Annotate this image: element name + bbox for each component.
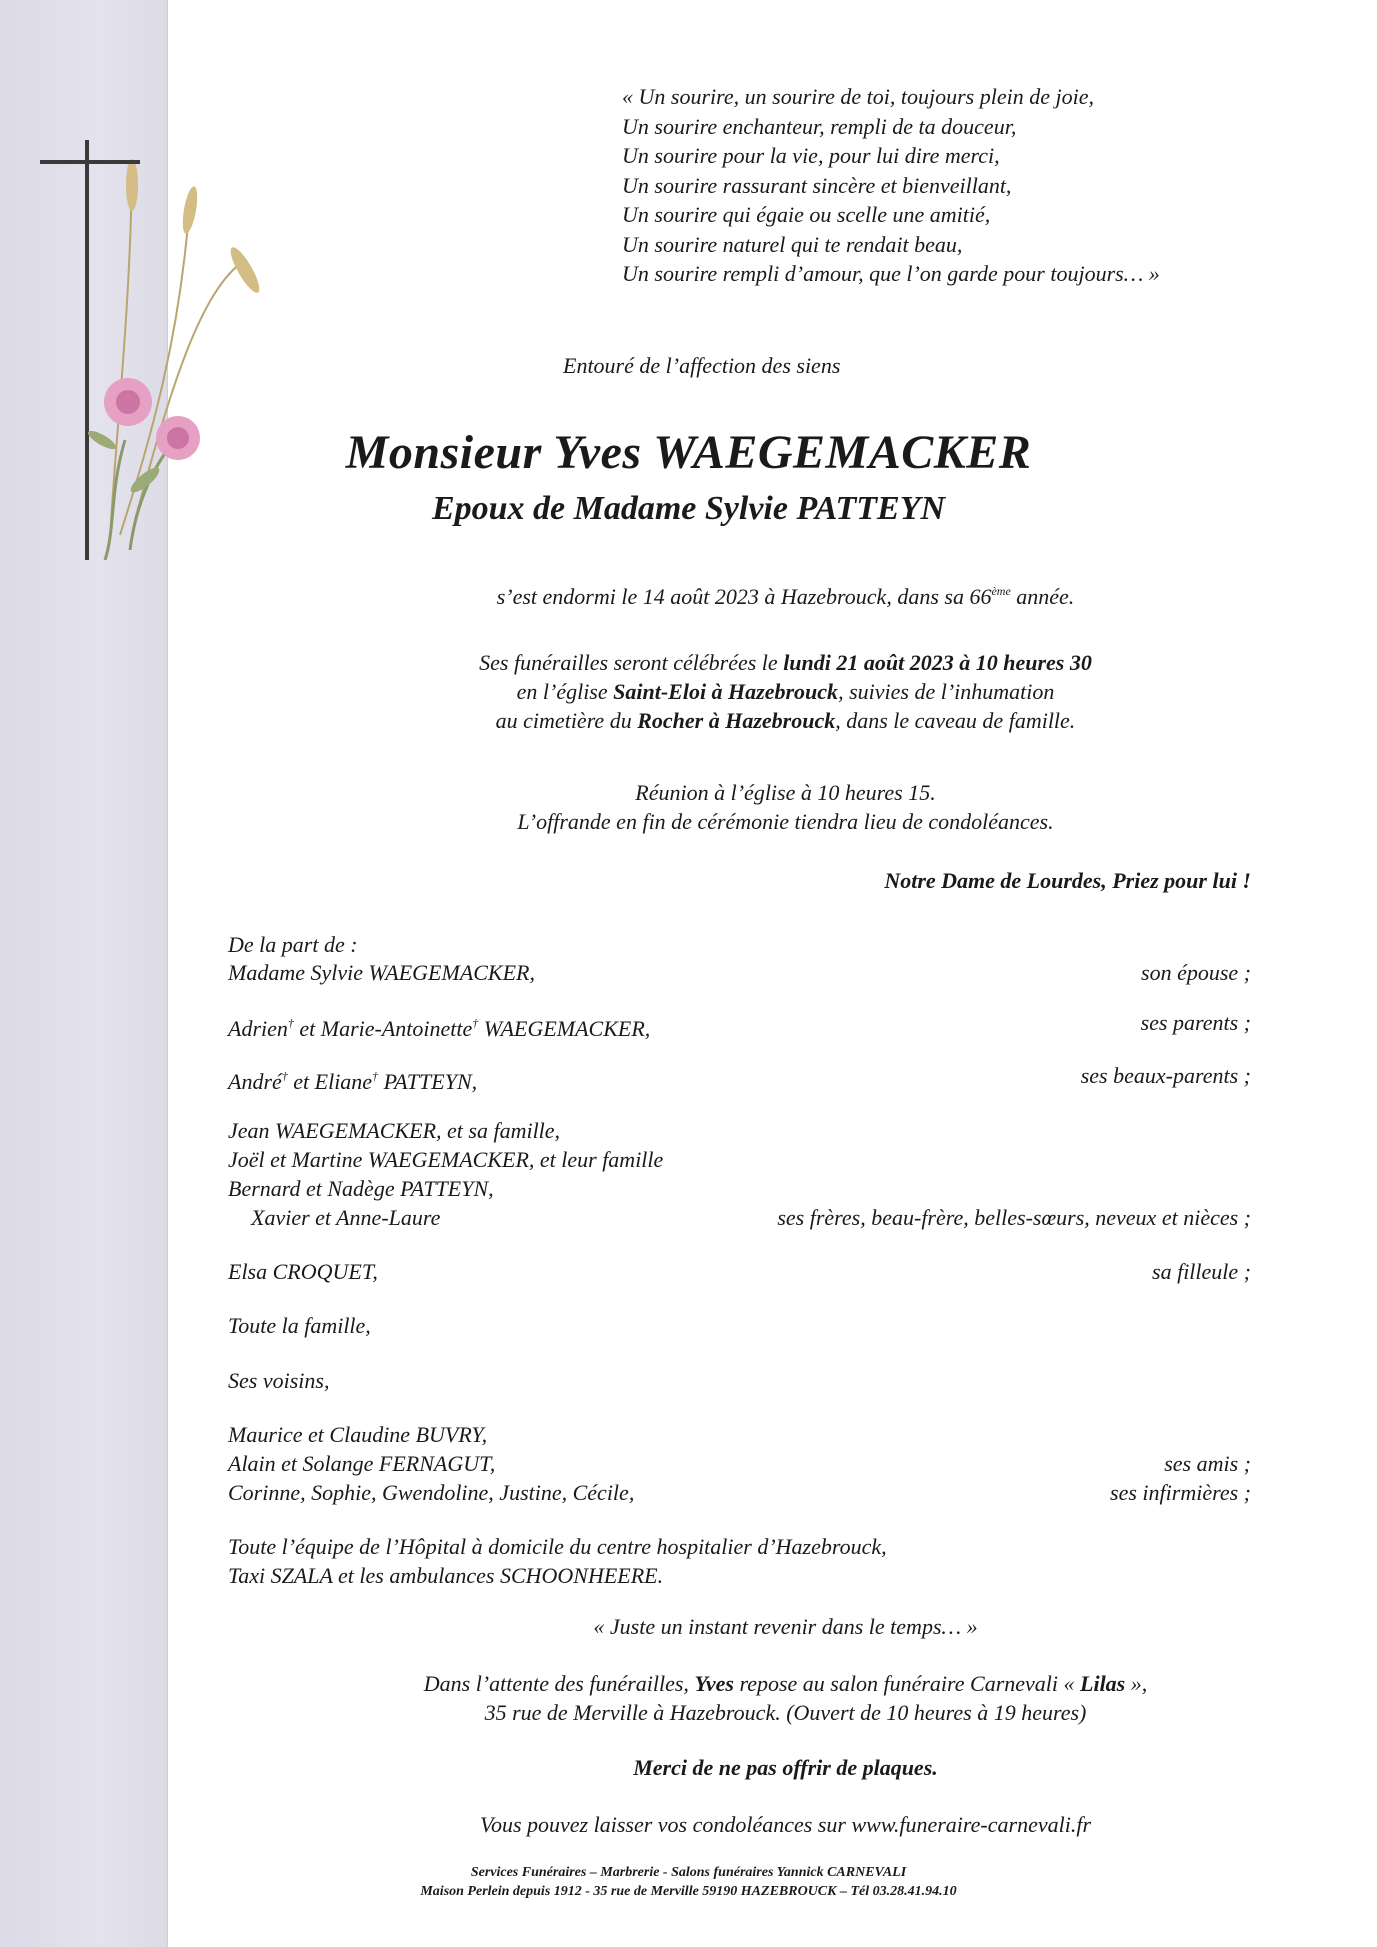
deceased-mark: † <box>472 1016 479 1030</box>
spouse-name: Madame Sylvie WAEGEMACKER, <box>228 960 535 985</box>
rest-address: 35 rue de Merville à Hazebrouck. (Ouvert de 10 heures à 19 heures) <box>484 1700 1087 1725</box>
nurses-names: Corinne, Sophie, Gwendoline, Justine, Cécile, <box>228 1480 635 1505</box>
inlaw-name: et Eliane <box>287 1069 373 1094</box>
rest-text: Dans l’attente des funérailles, <box>423 1671 695 1696</box>
wheat-ear <box>126 159 138 211</box>
deceased-name: Monsieur Yves WAEGEMACKER <box>345 426 1032 479</box>
funeral-details <box>280 648 1291 735</box>
friend-line: Alain et Solange FERNAGUT, <box>228 1451 496 1476</box>
family-header: De la part de : <box>228 932 358 957</box>
sibling-line: Joël et Martine WAEGEMACKER, et leur famille <box>228 1147 664 1172</box>
funeral-date: lundi 21 août 2023 à 10 heures 30 <box>783 650 1092 675</box>
rest-text: repose au salon funéraire Carnevali « <box>733 1671 1081 1696</box>
cross-horizontal <box>40 160 140 164</box>
deceased-mark: † <box>372 1069 379 1083</box>
poem-line: Un sourire qui égaie ou scelle une amitié, <box>622 202 991 227</box>
inlaw-surname: PATTEYN, <box>378 1069 478 1094</box>
footer-line: Services Funéraires – Marbrerie - Salons funéraires Yannick CARNEVALI <box>470 1865 907 1880</box>
sibling-line: Jean WAEGEMACKER, et sa famille, <box>228 1118 561 1143</box>
inlaws-names <box>228 1061 477 1097</box>
death-text: s’est endormi le 14 août 2023 à Hazebrouck, dans sa 66 <box>496 584 992 609</box>
meeting-info <box>280 778 1291 836</box>
funeral-church: Saint-Eloi à Hazebrouck <box>613 679 839 704</box>
goddaughter-name: Elsa CROQUET, <box>228 1259 378 1284</box>
parents-relation: ses parents ; <box>1140 1010 1251 1035</box>
poem-line: Un sourire enchanteur, rempli de ta douceur, <box>622 113 1017 139</box>
poem-line: Un sourire naturel qui te rendait beau, <box>622 231 963 257</box>
sibling-children: Xavier et Anne-Laure <box>251 1205 441 1230</box>
condolences-text: Vous pouvez laisser vos condoléances sur www.funeraire-carnevali.fr <box>479 1812 1092 1837</box>
funeral-text: , dans le caveau de famille. <box>835 708 1076 733</box>
wheat-ear <box>180 185 200 234</box>
funeral-text: en l’église <box>516 679 614 704</box>
parent-surname: WAEGEMACKER, <box>478 1016 651 1041</box>
no-plaques-text: Merci de ne pas offrir de plaques. <box>633 1755 938 1780</box>
rest-salon: Lilas <box>1080 1671 1126 1696</box>
rest-info <box>280 1669 1291 1727</box>
funeral-cemetery: Rocher à Hazebrouck <box>637 708 836 733</box>
death-text-end: année. <box>1010 584 1075 609</box>
parent-name: Adrien <box>228 1016 288 1041</box>
poem-line: Un sourire pour la vie, pour lui dire merci, <box>622 143 1000 168</box>
meeting-line: Réunion à l’église à 10 heures 15. <box>635 780 936 805</box>
funeral-text: au cimetière du <box>495 708 638 733</box>
funeral-text: , suivies de l’inhumation <box>838 679 1055 704</box>
whole-family: Toute la famille, <box>228 1313 371 1338</box>
rest-name: Yves <box>694 1671 734 1696</box>
deceased-mark: † <box>281 1069 288 1083</box>
hospital-line: Taxi SZALA et les ambulances SCHOONHEERE. <box>228 1563 664 1588</box>
rose-flower-center <box>116 390 140 414</box>
sibling-line: Bernard et Nadège PATTEYN, <box>228 1176 494 1201</box>
rest-text: », <box>1125 1671 1148 1696</box>
neighbours: Ses voisins, <box>228 1368 330 1393</box>
poem-line: Un sourire rassurant sincère et bienveillant, <box>622 172 1012 198</box>
quote-2 <box>280 1612 1291 1641</box>
siblings-relation: ses frères, beau-frère, belles-sœurs, neveux et nièces ; <box>777 1205 1251 1230</box>
prayer: Notre Dame de Lourdes, Priez pour lui ! <box>884 868 1251 893</box>
poem-line: Un sourire rempli d’amour, que l’on garde pour toujours… » <box>622 261 1160 286</box>
inlaws-relation: ses beaux-parents ; <box>1080 1063 1251 1088</box>
parents-names <box>228 1008 650 1044</box>
wheat-stalk <box>110 170 132 540</box>
condolences <box>280 1810 1291 1839</box>
death-sup: ème <box>991 584 1011 598</box>
spouse-relation: son épouse ; <box>1141 960 1251 985</box>
meeting-line: L’offrande en fin de cérémonie tiendra lieu de condoléances. <box>517 809 1054 834</box>
friends-relation: ses amis ; <box>1164 1451 1251 1476</box>
parent-name: et Marie-Antoinette <box>293 1016 473 1041</box>
inlaw-name: André <box>228 1069 282 1094</box>
poem-line: « Un sourire, un sourire de toi, toujours plein de joie, <box>622 84 1094 109</box>
footer-line: Maison Perlein depuis 1912 - 35 rue de Merville 59190 HAZEBROUCK – Tél 03.28.41.94.10 <box>420 1884 957 1899</box>
deceased-spouse: Epoux de Madame Sylvie PATTEYN <box>431 490 946 527</box>
deceased-mark: † <box>287 1016 294 1030</box>
hospital-line: Toute l’équipe de l’Hôpital à domicile du centre hospitalier d’Hazebrouck, <box>228 1534 887 1559</box>
poem <box>622 82 1160 289</box>
friend-line: Maurice et Claudine BUVRY, <box>228 1422 488 1447</box>
quote-2-text: « Juste un instant revenir dans le temps… » <box>593 1614 978 1639</box>
funeral-text: Ses funérailles seront célébrées le <box>479 650 784 675</box>
footer <box>0 1863 1377 1901</box>
death-notice <box>280 577 1291 611</box>
no-plaques <box>280 1753 1291 1782</box>
goddaughter-relation: sa filleule ; <box>1152 1259 1251 1284</box>
wheat-ear <box>226 244 264 296</box>
nurses-relation: ses infirmières ; <box>1110 1480 1251 1505</box>
intro-text: Entouré de l’affection des siens <box>563 353 841 378</box>
